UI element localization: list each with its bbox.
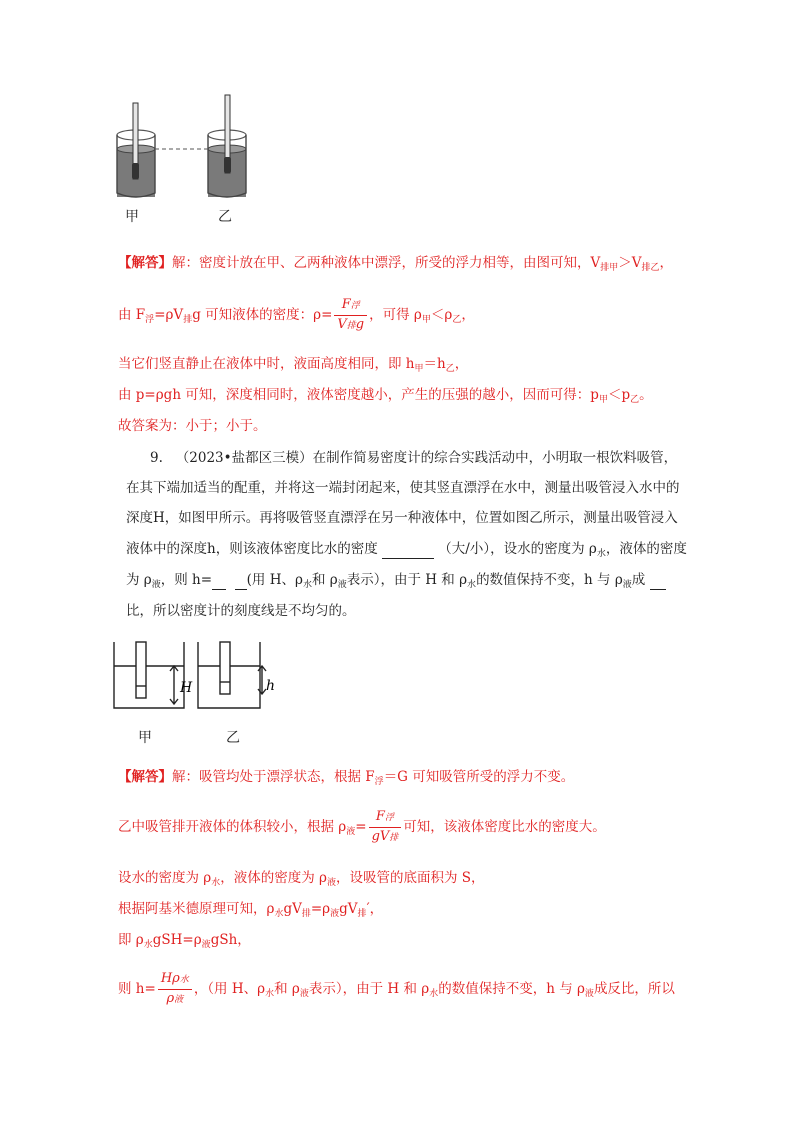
answer2-line3: 设水的密度为 $\rho_水$，液体的密度为 $\rho_液$，设吸管的底面积为 S， <box>118 870 485 888</box>
beaker-a <box>117 103 155 197</box>
answer2-line4: 根据阿基米德原理可知，$\rho_水gV_排=\rho_液gV_排'$， <box>118 901 384 919</box>
label-h: h <box>266 678 276 694</box>
q9-line3: 深度H，如图甲所示。再将吸管竖直漂浮在另一种液体中，位置如图乙所示，测量出吸管浸入 <box>126 510 678 526</box>
answer2-line6: 则 h= $\frac{\text{Hρ水}}{\text{ρ液}}$ ，（用 H、$\rho_水$和 $\rho_液$表示），由于 H 和 $\rho_水$的数值保持不变，h 与 $\rho_液$成反比，所以 <box>118 970 675 1009</box>
answer-tag: 【解答】 <box>118 769 172 785</box>
figure2-label-jia: 甲 <box>138 730 152 746</box>
answer-blank-2b[interactable] <box>235 571 247 590</box>
container-yi <box>198 642 266 708</box>
figure-label-yi: 乙 <box>218 209 232 225</box>
figure-straw-containers <box>112 638 272 718</box>
q9-line1: 9. （2023•盐都区三模）在制作简易密度计的综合实践活动中，小明取一根饮料吸管， <box>150 450 678 466</box>
label-H: H <box>180 680 193 696</box>
figure2-label-yi: 乙 <box>226 730 240 746</box>
q9-line2: 在其下端加适当的配重，并将这一端封闭起来，使其竖直漂浮在水中，测量出吸管浸入水中的 <box>126 480 680 496</box>
q9-line6: 比，所以密度计的刻度线是不均匀的。 <box>126 603 356 619</box>
answer-blank-1[interactable] <box>382 540 434 559</box>
figure-label-jia: 甲 <box>125 209 139 225</box>
q9-number: 9. <box>150 450 163 466</box>
answer1-line3: 当它们竖直静止在液体中时，液面高度相同，即 $h_甲=h_乙$， <box>118 356 469 374</box>
q9-line5: 为 $\rho_液$，则 h= (用 H、$\rho_水$和 $\rho_液$表示），由于 H 和 $\rho_水$的数值保持不变，h 与 $\rho_液$成 <box>126 571 666 591</box>
density-fraction-2: $\frac{\text{F浮}}{\text{gV排}}$ <box>369 808 402 847</box>
h-fraction: $\frac{\text{Hρ水}}{\text{ρ液}}$ <box>158 970 192 1009</box>
answer1-line2: 由 $F_浮=\rho V_排g$ 可知液体的密度：ρ= $\frac{\text{F浮}}{\text{V排g}}$ ，可得 $\rho_甲<\rho_乙$， <box>118 296 475 335</box>
q9-line4: 液体中的深度h，则该液体密度比水的密度 （大/小），设水的密度为 $\rho_水$，液体的密度 <box>126 541 687 559</box>
answer-blank-2[interactable] <box>212 571 226 590</box>
answer2-line1: 【解答】解：吸管均处于漂浮状态，根据 $F_浮=G$ 可知吸管所受的浮力不变。 <box>118 769 575 787</box>
answer1-line4: 由 p=ρgh 可知，深度相同时，液体密度越小，产生的压强的越小，因而可得：$p_甲<p_乙$。 <box>118 387 653 405</box>
density-fraction: $\frac{\text{F浮}}{\text{V排g}}$ <box>334 296 367 335</box>
answer-blank-3[interactable] <box>650 571 666 590</box>
answer2-line2: 乙中吸管排开液体的体积较小，根据 $\rho_液=$ $\frac{\text{F浮}}{\text{gV排}}$ 可知，该液体密度比水的密度大。 <box>118 808 606 847</box>
answer-tag: 【解答】 <box>118 255 172 271</box>
answer1-line1: 【解答】解：密度计放在甲、乙两种液体中漂浮，所受的浮力相等，由图可知，$V_{排甲}>V_{排乙}$， <box>118 255 674 273</box>
beaker-b <box>208 95 246 197</box>
container-jia <box>114 642 184 708</box>
answer1-line5: 故答案为：小于；小于。 <box>118 418 267 434</box>
answer2-line5: 即 $\rho_水gSH=\rho_液gSh$， <box>118 932 251 950</box>
